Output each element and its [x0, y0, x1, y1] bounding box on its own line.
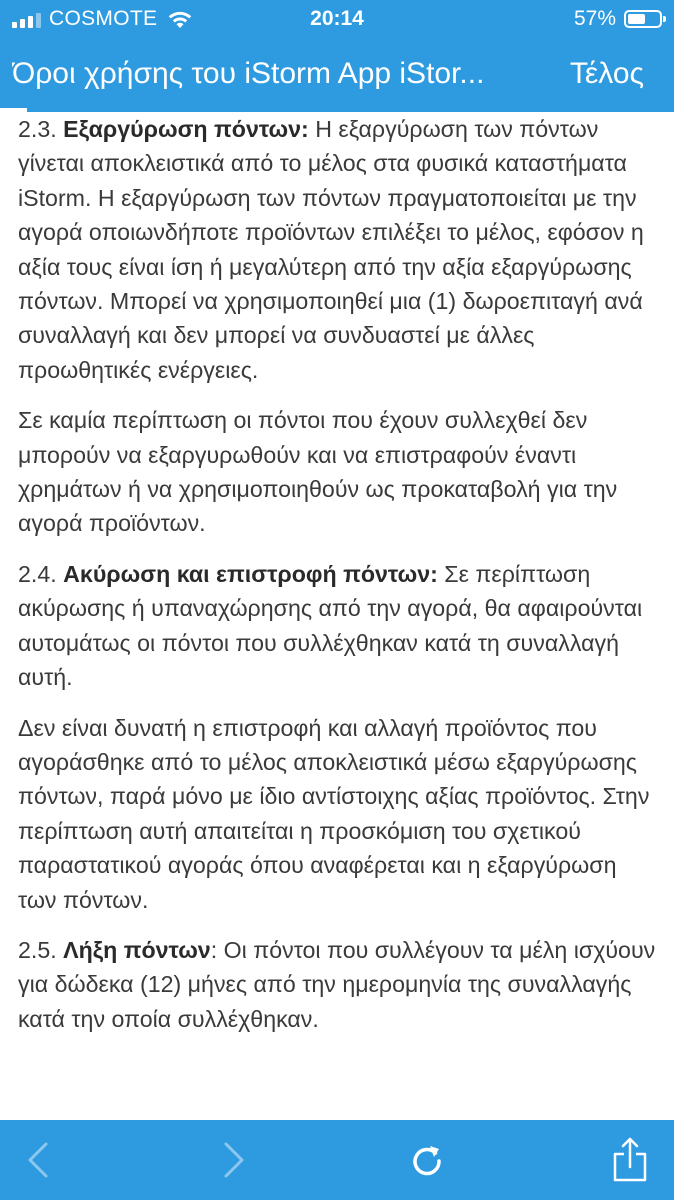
battery-icon: [624, 10, 662, 28]
page-title: Όροι χρήσης του iStorm App iStor...: [12, 57, 485, 90]
section-heading: Εξαργύρωση πόντων:: [63, 116, 309, 142]
bottom-toolbar: [0, 1120, 674, 1200]
battery-percent: 57%: [573, 7, 616, 30]
section-heading: Λήξη πόντων: [63, 936, 211, 963]
section-2-3: [18, 112, 658, 387]
section-number: 2.4.: [18, 560, 57, 587]
chevron-right-icon[interactable]: [206, 1134, 258, 1186]
section-2-4: [18, 557, 658, 695]
section-2-5: [18, 933, 658, 1036]
section-heading: Ακύρωση και επιστροφή πόντων:: [63, 560, 438, 587]
paragraph-text: Δεν είναι δυνατή η επιστροφή και αλλαγή προϊόντος που αγοράσθηκε από το μέλος αποκλειστικά μέσω εξαργύρωσης πόντων, παρά μόνο με ίδιο αντίστοιχης αξίας προϊόντος. Στην περίπτωση αυτή απαιτείται η προσκόμιση του σχετικού παραστατικού αγοράς όπου αναφέρεται και η εξαργύρωση των πόντων.: [18, 714, 650, 913]
status-right: [574, 7, 662, 31]
reload-icon[interactable]: [401, 1134, 453, 1186]
carrier-name: COSMOTE: [49, 7, 158, 30]
section-text: : Οι πόντοι που συλλέγουν τα μέλη ισχύουν για δώδεκα (12) μήνες από την ημερομηνία της συναλλαγής κατά την οποία συλλέχθηκαν.: [18, 936, 656, 1032]
paragraph-return-policy: [18, 711, 658, 917]
terms-content: [18, 112, 658, 1036]
section-number: 2.5.: [18, 936, 57, 963]
share-icon[interactable]: [604, 1134, 656, 1186]
section-number: 2.3.: [18, 116, 57, 142]
paragraph-points-no-cash: [18, 403, 658, 541]
chevron-left-icon[interactable]: [14, 1134, 66, 1186]
clock: 20:14: [310, 7, 364, 30]
section-text: Σε περίπτωση ακύρωσης ή υπαναχώρησης από την αγορά, θα αφαιρούνται αυτομάτως οι πόντοι που συλλέχθηκαν κατά τη συναλλαγή αυτή.: [18, 560, 643, 691]
done-button[interactable]: Τέλος: [569, 57, 644, 90]
section-text: Η εξαργύρωση των πόντων γίνεται αποκλειστικά από το μέλος στα φυσικά καταστήματα iStorm. Η εξαργύρωση των πόντων πραγματοποιείται με την αγορά οποιωνδήποτε προϊόντων επιλέξει το μέλος, εφόσον η αξία τους είναι ίση ή μεγαλύτερη από την αξία εξαργύρωσης πόντων. Μπορεί να χρησιμοποιηθεί μια (1) δωροεπιταγή ανά συναλλαγή και δεν μπορεί να συνδυαστεί με άλλες προωθητικές ενέργειες.: [18, 116, 644, 383]
navigation-bar: [0, 40, 674, 112]
status-bar: [0, 0, 674, 40]
paragraph-text: Σε καμία περίπτωση οι πόντοι που έχουν συλλεχθεί δεν μπορούν να εξαργυρωθούν και να επιστραφούν έναντι χρημάτων ή να χρησιμοποιηθούν ως προκαταβολή για την αγορά προϊόντων.: [18, 407, 618, 537]
